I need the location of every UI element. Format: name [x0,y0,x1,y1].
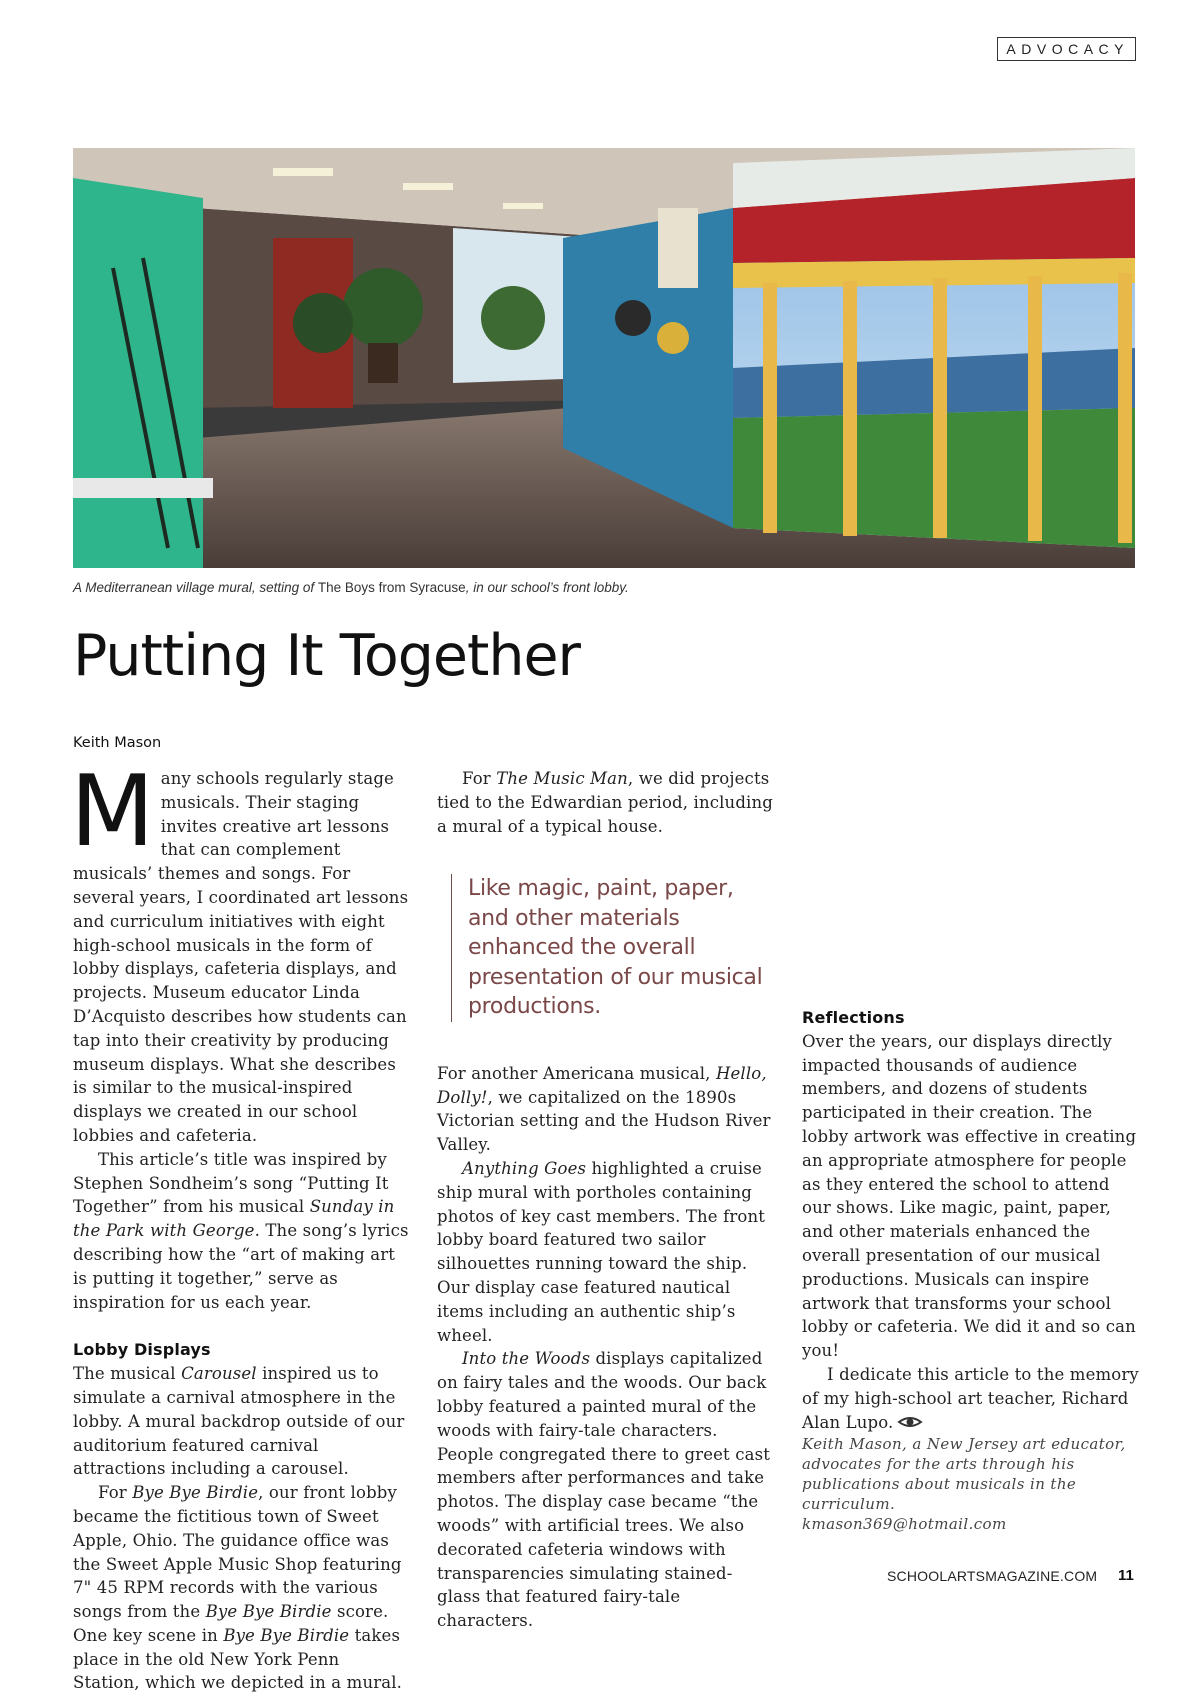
text-run: highlighted a cruise ship mural with portholes containing photos of key cast members. The front lobby board featured two sailor silhouettes running toward the ship. Our display case featured nautical items including an authentic ship’s wheel. [437,1159,766,1345]
paragraph-dedication [802,1363,1140,1434]
article-column-1 [70,755,411,1695]
paragraph-intro [70,755,411,1148]
author-bio [802,1434,1140,1534]
italic-title: Anything Goes [462,1159,587,1179]
italic-title: Into the Woods [462,1349,591,1369]
italic-title: Sunday in the Park with George [73,1197,395,1241]
paragraph-intro-text: any schools regularly stage musicals. Their staging invites creative art lessons that can complement musicals’ themes and songs. For several years, I coordinated art lessons and curriculum initiatives with eight high-school musicals in the form of lobby displays, cafeteria displays, and projects. Museum educator Linda D’Acquisto describes how students can tap into their creativity by producing museum displays. What she describes is similar to the musical-inspired displays we created in our school lobbies and cafeteria. [73,769,409,1145]
paragraph-reflections: Over the years, our displays directly impacted thousands of audience members, and dozens of students participated in their creation. The lobby artwork was effective in creating an appropriate atmosphere for people as they entered the school to attend our shows. Like magic, paint, paper, and other materials enhanced the overall presentation of our musical productions. Musicals can inspire artwork that transforms your school lobby or cafeteria. We did it and so can you! [802,1031,1137,1361]
photo-caption [73,580,629,595]
caption-show-title: The Boys from Syracuse [317,580,466,595]
paragraph-music-man [437,767,775,838]
paragraph-carousel [73,1362,411,1481]
article-title: Putting It Together [73,623,580,689]
footer-website: SCHOOLARTSMAGAZINE.COM [887,1568,1098,1584]
paragraph-anything-goes [437,1157,775,1347]
italic-title: Hello, Dolly! [437,1063,767,1107]
text-run: This article’s title was inspired by Stephen Sondheim’s song “Putting It Together” from his musical [73,1149,389,1217]
heading-lobby-displays: Lobby Displays [73,1340,211,1360]
drop-cap: M [70,755,155,869]
italic-title: Carousel [181,1364,257,1384]
eye-logo-icon [897,1414,923,1430]
text-run: The musical [73,1364,182,1384]
text-run: . The song’s lyrics describing how the “art of making art is putting it together,” serve as inspiration for us each year. [73,1221,409,1312]
text-run: , we did projects tied to the Edwardian period, including a mural of a typical house. [437,769,773,836]
text-run: For [462,769,497,788]
article-column-2 [437,767,775,1633]
paragraph-into-the-woods [437,1347,775,1633]
italic-title: Bye Bye Birdie [205,1602,332,1622]
author-email: kmason369@hotmail.com [802,1515,1007,1534]
text-run: displays capitalized on fairy tales and the woods. Our back lobby featured a painted mural of the woods with fairy-tale characters. People congregated there to greet cast members after performances and take photos. The display case became “the woods” with artificial trees. We also decorated cafeteria windows with transparencies simulating stained-glass that featured fairy-tale characters. [437,1349,770,1631]
heading-reflections: Reflections [802,1008,905,1027]
caption-text-1: A Mediterranean village mural, setting of [73,580,318,595]
paragraph-hello-dolly [437,1062,775,1157]
text-run: I dedicate this article to the memory of my high-school art teacher, Richard Alan Lupo. [802,1364,1139,1432]
mural-photo-illustration [73,148,1135,568]
article-author: Keith Mason [73,735,162,751]
text-run: takes place in the old New York Penn Station, which we depicted in a mural. [73,1625,403,1693]
text-run: , we capitalized on the 1890s Victorian setting and the Hudson River Valley. [437,1087,771,1155]
text-run: inspired us to simulate a carnival atmosphere in the lobby. A mural backdrop outside of our auditorium featured carnival attractions including a carousel. [73,1364,405,1479]
italic-title: The Music Man [496,769,628,788]
spacer [73,1314,411,1338]
lobby-mural-photo [73,148,1135,568]
italic-title: Bye Bye Birdie [132,1483,259,1503]
paragraph-bye-bye-birdie [73,1481,411,1695]
pull-quote: Like magic, paint, paper, and other materials enhanced the overall presentation of our musical productions. [451,874,775,1022]
text-run: For another Americana musical, [437,1063,716,1083]
text-run: score. One key scene in [73,1602,389,1645]
text-run: , our front lobby became the fictitious town of Sweet Apple, Ohio. The guidance office was the Sweet Apple Music Shop featuring 7" 45 RPM records with the various songs from the [73,1483,402,1622]
italic-title: Bye Bye Birdie [223,1625,350,1645]
article-column-3 [802,1006,1140,1534]
page-number: 11 [1118,1567,1134,1584]
text-run: For [98,1483,133,1503]
paragraph-title-inspiration [73,1148,411,1315]
section-tag: ADVOCACY [997,37,1136,61]
caption-text-2: , in our school’s front lobby. [465,580,629,595]
author-bio-text: Keith Mason, a New Jersey art educator, advocates for the arts through his publications about musicals in the curriculum. [802,1435,1126,1514]
